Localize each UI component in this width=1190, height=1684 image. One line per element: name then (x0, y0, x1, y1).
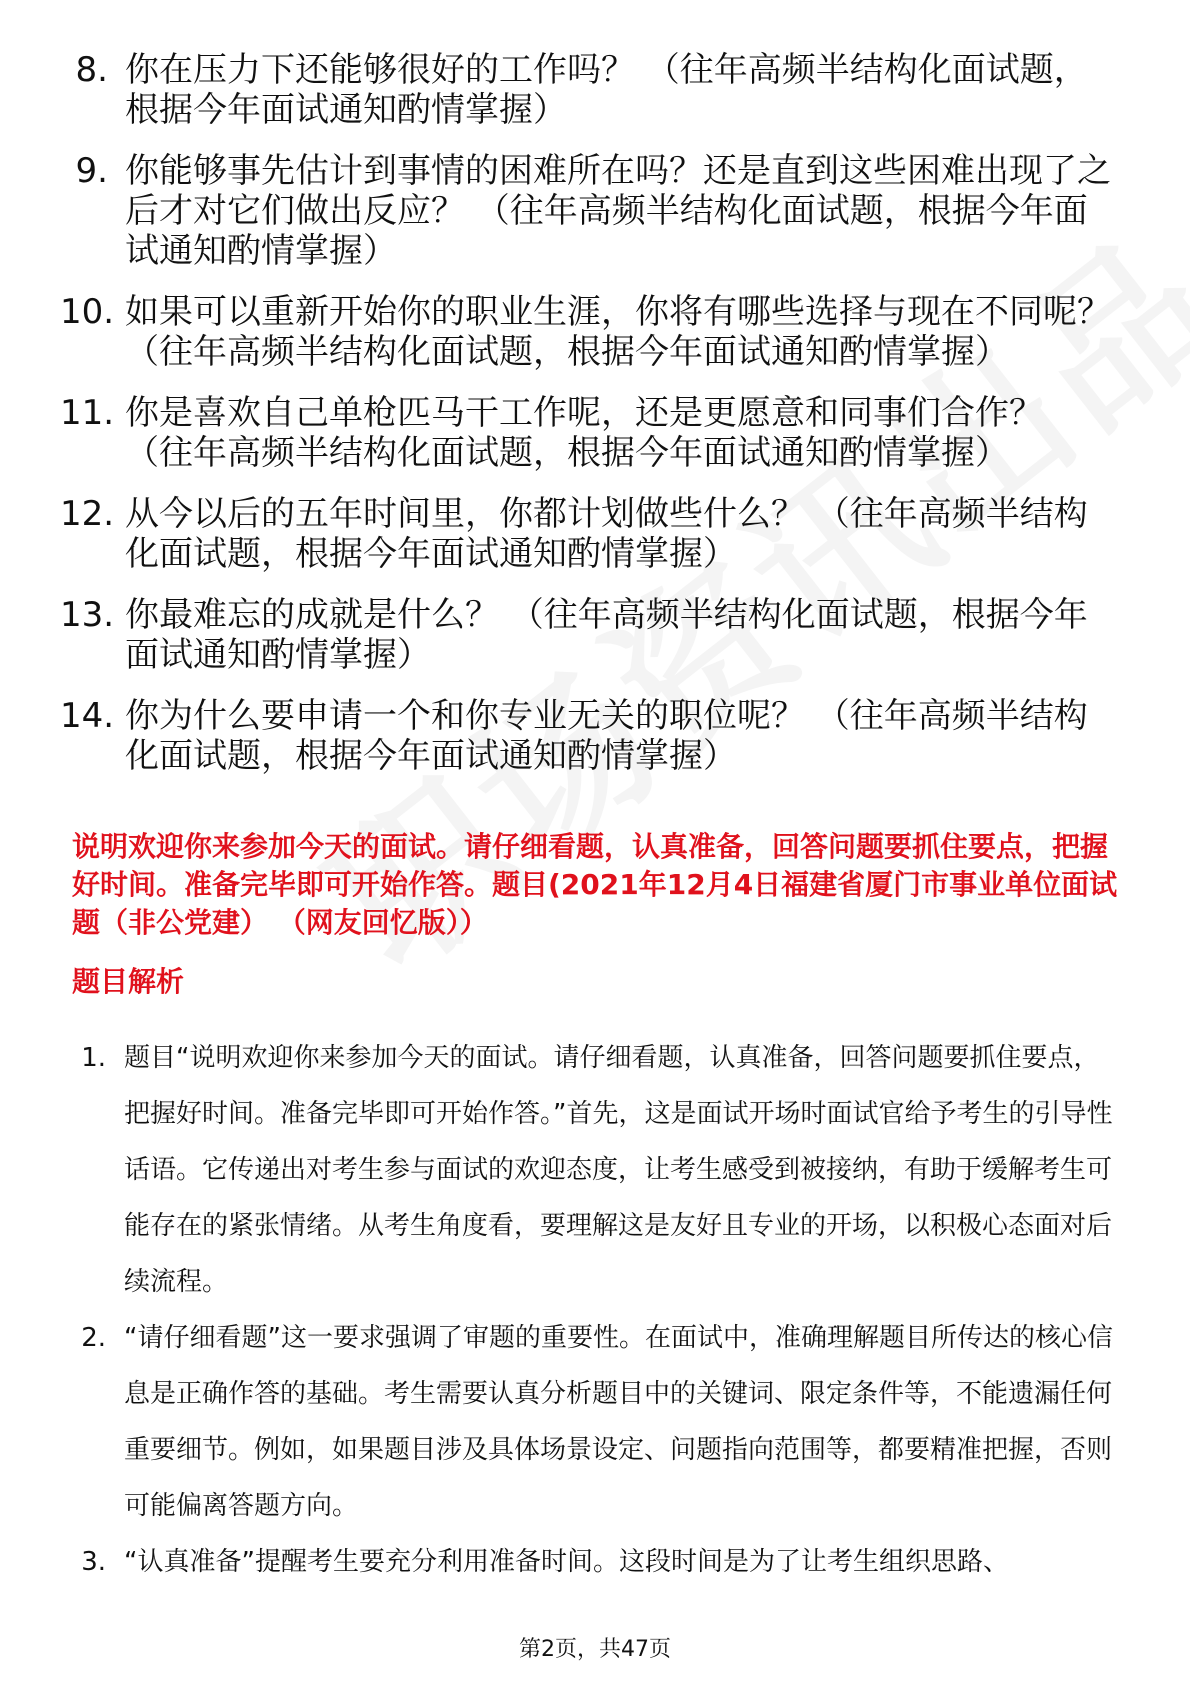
analysis-text: “请仔细看题”这一要求强调了审题的重要性。在面试中，准确理解题目所传达的核心信息是正确作答的基础。考生需要认真分析题目中的关键词、限定条件等，不能遗漏任何重要细节。例如，如果题目涉及具体场景设定、问题指向范围等，都要精准把握，否则可能偏离答题方向。 (124, 1323, 1113, 1521)
question-item (60, 393, 1120, 473)
question-item (60, 595, 1120, 675)
analysis-number: 2. (81, 1323, 106, 1353)
analysis-list (80, 1030, 1120, 1590)
analysis-text: “认真准备”提醒考生要充分利用准备时间。这段时间是为了让考生组织思路、 (124, 1547, 1009, 1577)
question-number: 9. (75, 151, 108, 191)
question-text: 你为什么要申请一个和你专业无关的职位呢？ （往年高频半结构化面试题，根据今年面试通知酌情掌握） (125, 696, 1088, 776)
question-number: 8. (75, 50, 108, 90)
question-item (60, 292, 1120, 372)
analysis-number: 3. (81, 1547, 106, 1577)
analysis-text: 题目“说明欢迎你来参加今天的面试。请仔细看题，认真准备，回答问题要抓住要点，把握好时间。准备完毕即可开始作答。”首先，这是面试开场时面试官给予考生的引导性话语。它传递出对考生参与面试的欢迎态度，让考生感受到被接纳，有助于缓解考生可能存在的紧张情绪。从考生角度看，要理解这是友好且专业的开场，以积极心态面对后续流程。 (124, 1043, 1113, 1297)
analysis-item (80, 1534, 1120, 1590)
question-item (60, 151, 1120, 271)
question-number: 13. (60, 595, 115, 635)
intro-instruction: 说明欢迎你来参加今天的面试。请仔细看题，认真准备，回答问题要抓住要点，把握好时间。准备完毕即可开始作答。题目(2021年12月4日福建省厦门市事业单位面试题（非公党建） （网友回忆版）） (72, 830, 1118, 939)
question-number: 12. (60, 494, 115, 534)
question-list (60, 50, 1120, 797)
question-number: 11. (60, 393, 115, 433)
question-item (60, 494, 1120, 574)
question-number: 10. (60, 292, 115, 332)
analysis-item (80, 1310, 1120, 1534)
question-item (60, 696, 1120, 776)
question-item (60, 50, 1120, 130)
question-text: 你最难忘的成就是什么？ （往年高频半结构化面试题，根据今年面试通知酌情掌握） (125, 595, 1088, 675)
question-text: 你是喜欢自己单枪匹马干工作呢，还是更愿意和同事们合作？ （往年高频半结构化面试题，根据今年面试通知酌情掌握） (125, 393, 1043, 473)
page-footer: 第2页，共47页 (519, 1637, 671, 1662)
question-text: 你在压力下还能够很好的工作吗？ （往年高频半结构化面试题，根据今年面试通知酌情掌握） (125, 50, 1088, 130)
analysis-number: 1. (81, 1043, 106, 1073)
question-text: 如果可以重新开始你的职业生涯，你将有哪些选择与现在不同呢？ （往年高频半结构化面试题，根据今年面试通知酌情掌握） (125, 292, 1111, 372)
question-text: 你能够事先估计到事情的困难所在吗？还是直到这些困难出现了之后才对它们做出反应？ （往年高频半结构化面试题，根据今年面试通知酌情掌握） (125, 151, 1111, 271)
analysis-item (80, 1030, 1120, 1310)
question-text: 从今以后的五年时间里，你都计划做些什么？ （往年高频半结构化面试题，根据今年面试通知酌情掌握） (125, 494, 1088, 574)
section-title: 题目解析 (72, 965, 185, 998)
question-number: 14. (60, 696, 115, 736)
